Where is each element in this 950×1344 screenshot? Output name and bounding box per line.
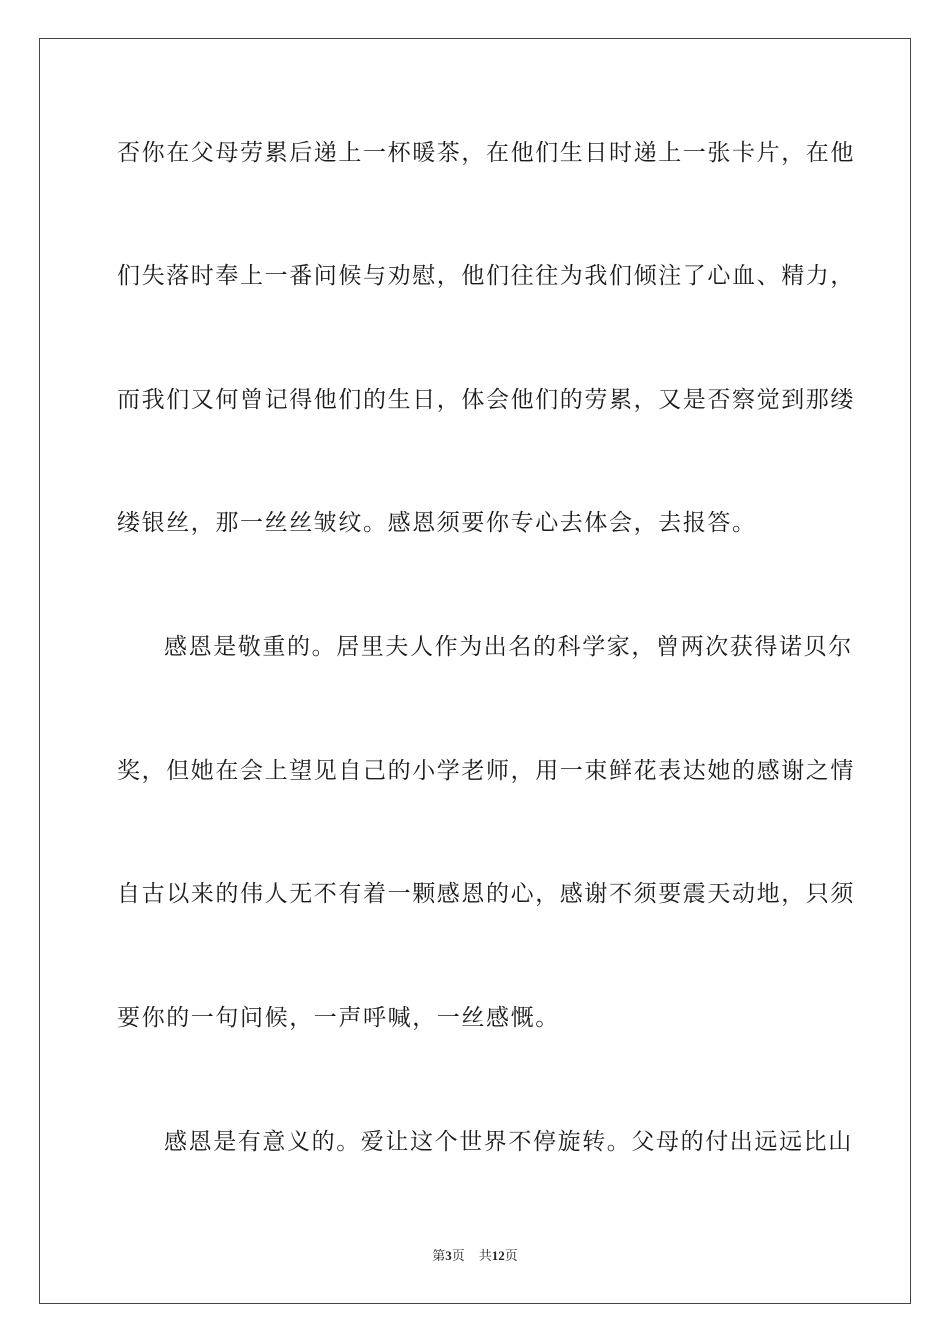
current-page-number: 3 xyxy=(445,1248,452,1263)
body-line-2: 们失落时奉上一番问候与劝慰，他们往往为我们倾注了心血、精力， xyxy=(117,263,855,289)
total-pages-number: 12 xyxy=(491,1248,505,1263)
page-frame xyxy=(39,38,911,1304)
body-line-6: 奖，但她在会上望见自己的小学老师，用一束鲜花表达她的感谢之情 xyxy=(117,758,855,784)
page-prefix: 第 xyxy=(432,1249,446,1264)
paragraph-start-line-5: 感恩是敬重的。居里夫人作为出名的科学家，曾两次获得诺贝尔 xyxy=(164,634,853,660)
body-line-8: 要你的一句问候，一声呼喊，一丝感慨。 xyxy=(117,1005,560,1031)
paragraph-start-line-9: 感恩是有意义的。爱让这个世界不停旋转。父母的付出远远比山 xyxy=(164,1129,853,1155)
total-prefix: 共 xyxy=(478,1249,492,1264)
body-line-4: 缕银丝，那一丝丝皱纹。感恩须要你专心去体会，去报答。 xyxy=(117,510,757,536)
page-footer xyxy=(0,1247,950,1266)
total-suffix: 页 xyxy=(504,1249,518,1264)
page-suffix: 页 xyxy=(451,1249,465,1264)
body-line-3: 而我们又何曾记得他们的生日，体会他们的劳累，又是否察觉到那缕 xyxy=(117,387,855,413)
body-line-7: 自古以来的伟人无不有着一颗感恩的心，感谢不须要震天动地，只须 xyxy=(117,881,855,907)
body-line-1: 否你在父母劳累后递上一杯暖茶，在他们生日时递上一张卡片，在他 xyxy=(117,140,855,166)
